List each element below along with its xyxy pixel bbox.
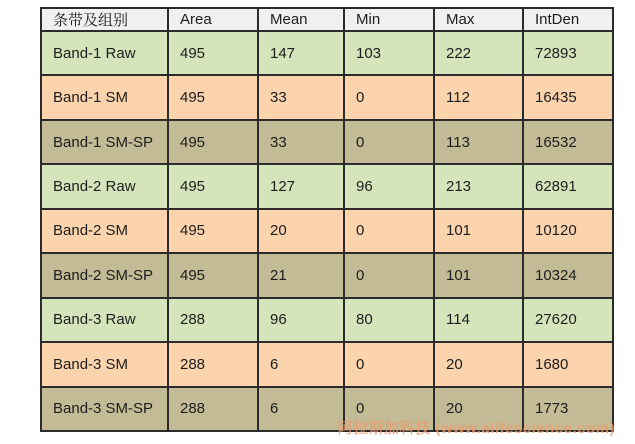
row-label: Band-1 Raw: [41, 31, 168, 75]
table-row: [41, 31, 613, 75]
cell-max: 213: [434, 164, 523, 208]
row-label: Band-3 SM-SP: [41, 387, 168, 432]
table-row: [41, 342, 613, 386]
cell-min: 0: [344, 209, 434, 253]
cell-mean: 21: [258, 253, 344, 297]
band-measurements-table: [40, 7, 614, 432]
table-row: [41, 298, 613, 342]
row-label: Band-2 SM-SP: [41, 253, 168, 297]
cell-area: 495: [168, 75, 258, 119]
cell-area: 288: [168, 342, 258, 386]
column-header-area: Area: [168, 8, 258, 31]
row-label: Band-3 Raw: [41, 298, 168, 342]
table-row: [41, 164, 613, 208]
cell-intden: 10120: [523, 209, 613, 253]
cell-intden: 62891: [523, 164, 613, 208]
cell-mean: 147: [258, 31, 344, 75]
cell-min: 0: [344, 75, 434, 119]
cell-mean: 33: [258, 120, 344, 164]
column-header-min: Min: [344, 8, 434, 31]
cell-max: 114: [434, 298, 523, 342]
cell-area: 495: [168, 164, 258, 208]
cell-area: 495: [168, 253, 258, 297]
cell-mean: 6: [258, 342, 344, 386]
cell-max: 20: [434, 342, 523, 386]
column-header-max: Max: [434, 8, 523, 31]
row-label: Band-1 SM: [41, 75, 168, 119]
row-label: Band-2 SM: [41, 209, 168, 253]
row-label: Band-3 SM: [41, 342, 168, 386]
cell-max: 112: [434, 75, 523, 119]
cell-area: 495: [168, 209, 258, 253]
cell-mean: 6: [258, 387, 344, 432]
cell-intden: 10324: [523, 253, 613, 297]
row-label: Band-1 SM-SP: [41, 120, 168, 164]
table-row: [41, 253, 613, 297]
cell-max: 20: [434, 387, 523, 432]
cell-min: 80: [344, 298, 434, 342]
column-header-band-group: 条带及组别: [41, 8, 168, 31]
cell-min: 0: [344, 120, 434, 164]
table-row: [41, 120, 613, 164]
cell-mean: 96: [258, 298, 344, 342]
cell-area: 495: [168, 120, 258, 164]
cell-area: 495: [168, 31, 258, 75]
column-header-mean: Mean: [258, 8, 344, 31]
cell-intden: 27620: [523, 298, 613, 342]
cell-mean: 20: [258, 209, 344, 253]
cell-intden: 1680: [523, 342, 613, 386]
cell-area: 288: [168, 298, 258, 342]
cell-intden: 16532: [523, 120, 613, 164]
table-row: [41, 209, 613, 253]
cell-intden: 72893: [523, 31, 613, 75]
cell-min: 96: [344, 164, 434, 208]
cell-max: 222: [434, 31, 523, 75]
column-header-intden: IntDen: [523, 8, 613, 31]
table-row: [41, 75, 613, 119]
cell-max: 101: [434, 253, 523, 297]
cell-intden: 16435: [523, 75, 613, 119]
cell-area: 288: [168, 387, 258, 432]
cell-min: 103: [344, 31, 434, 75]
cell-intden: 1773: [523, 387, 613, 432]
cell-mean: 33: [258, 75, 344, 119]
cell-max: 113: [434, 120, 523, 164]
cell-mean: 127: [258, 164, 344, 208]
cell-min: 0: [344, 387, 434, 432]
watermark: 阿拉斯加科技 (www.alifescience.com): [337, 420, 615, 437]
header-row: [41, 8, 613, 31]
cell-min: 0: [344, 253, 434, 297]
cell-max: 101: [434, 209, 523, 253]
cell-min: 0: [344, 342, 434, 386]
table-row: [41, 387, 613, 432]
row-label: Band-2 Raw: [41, 164, 168, 208]
